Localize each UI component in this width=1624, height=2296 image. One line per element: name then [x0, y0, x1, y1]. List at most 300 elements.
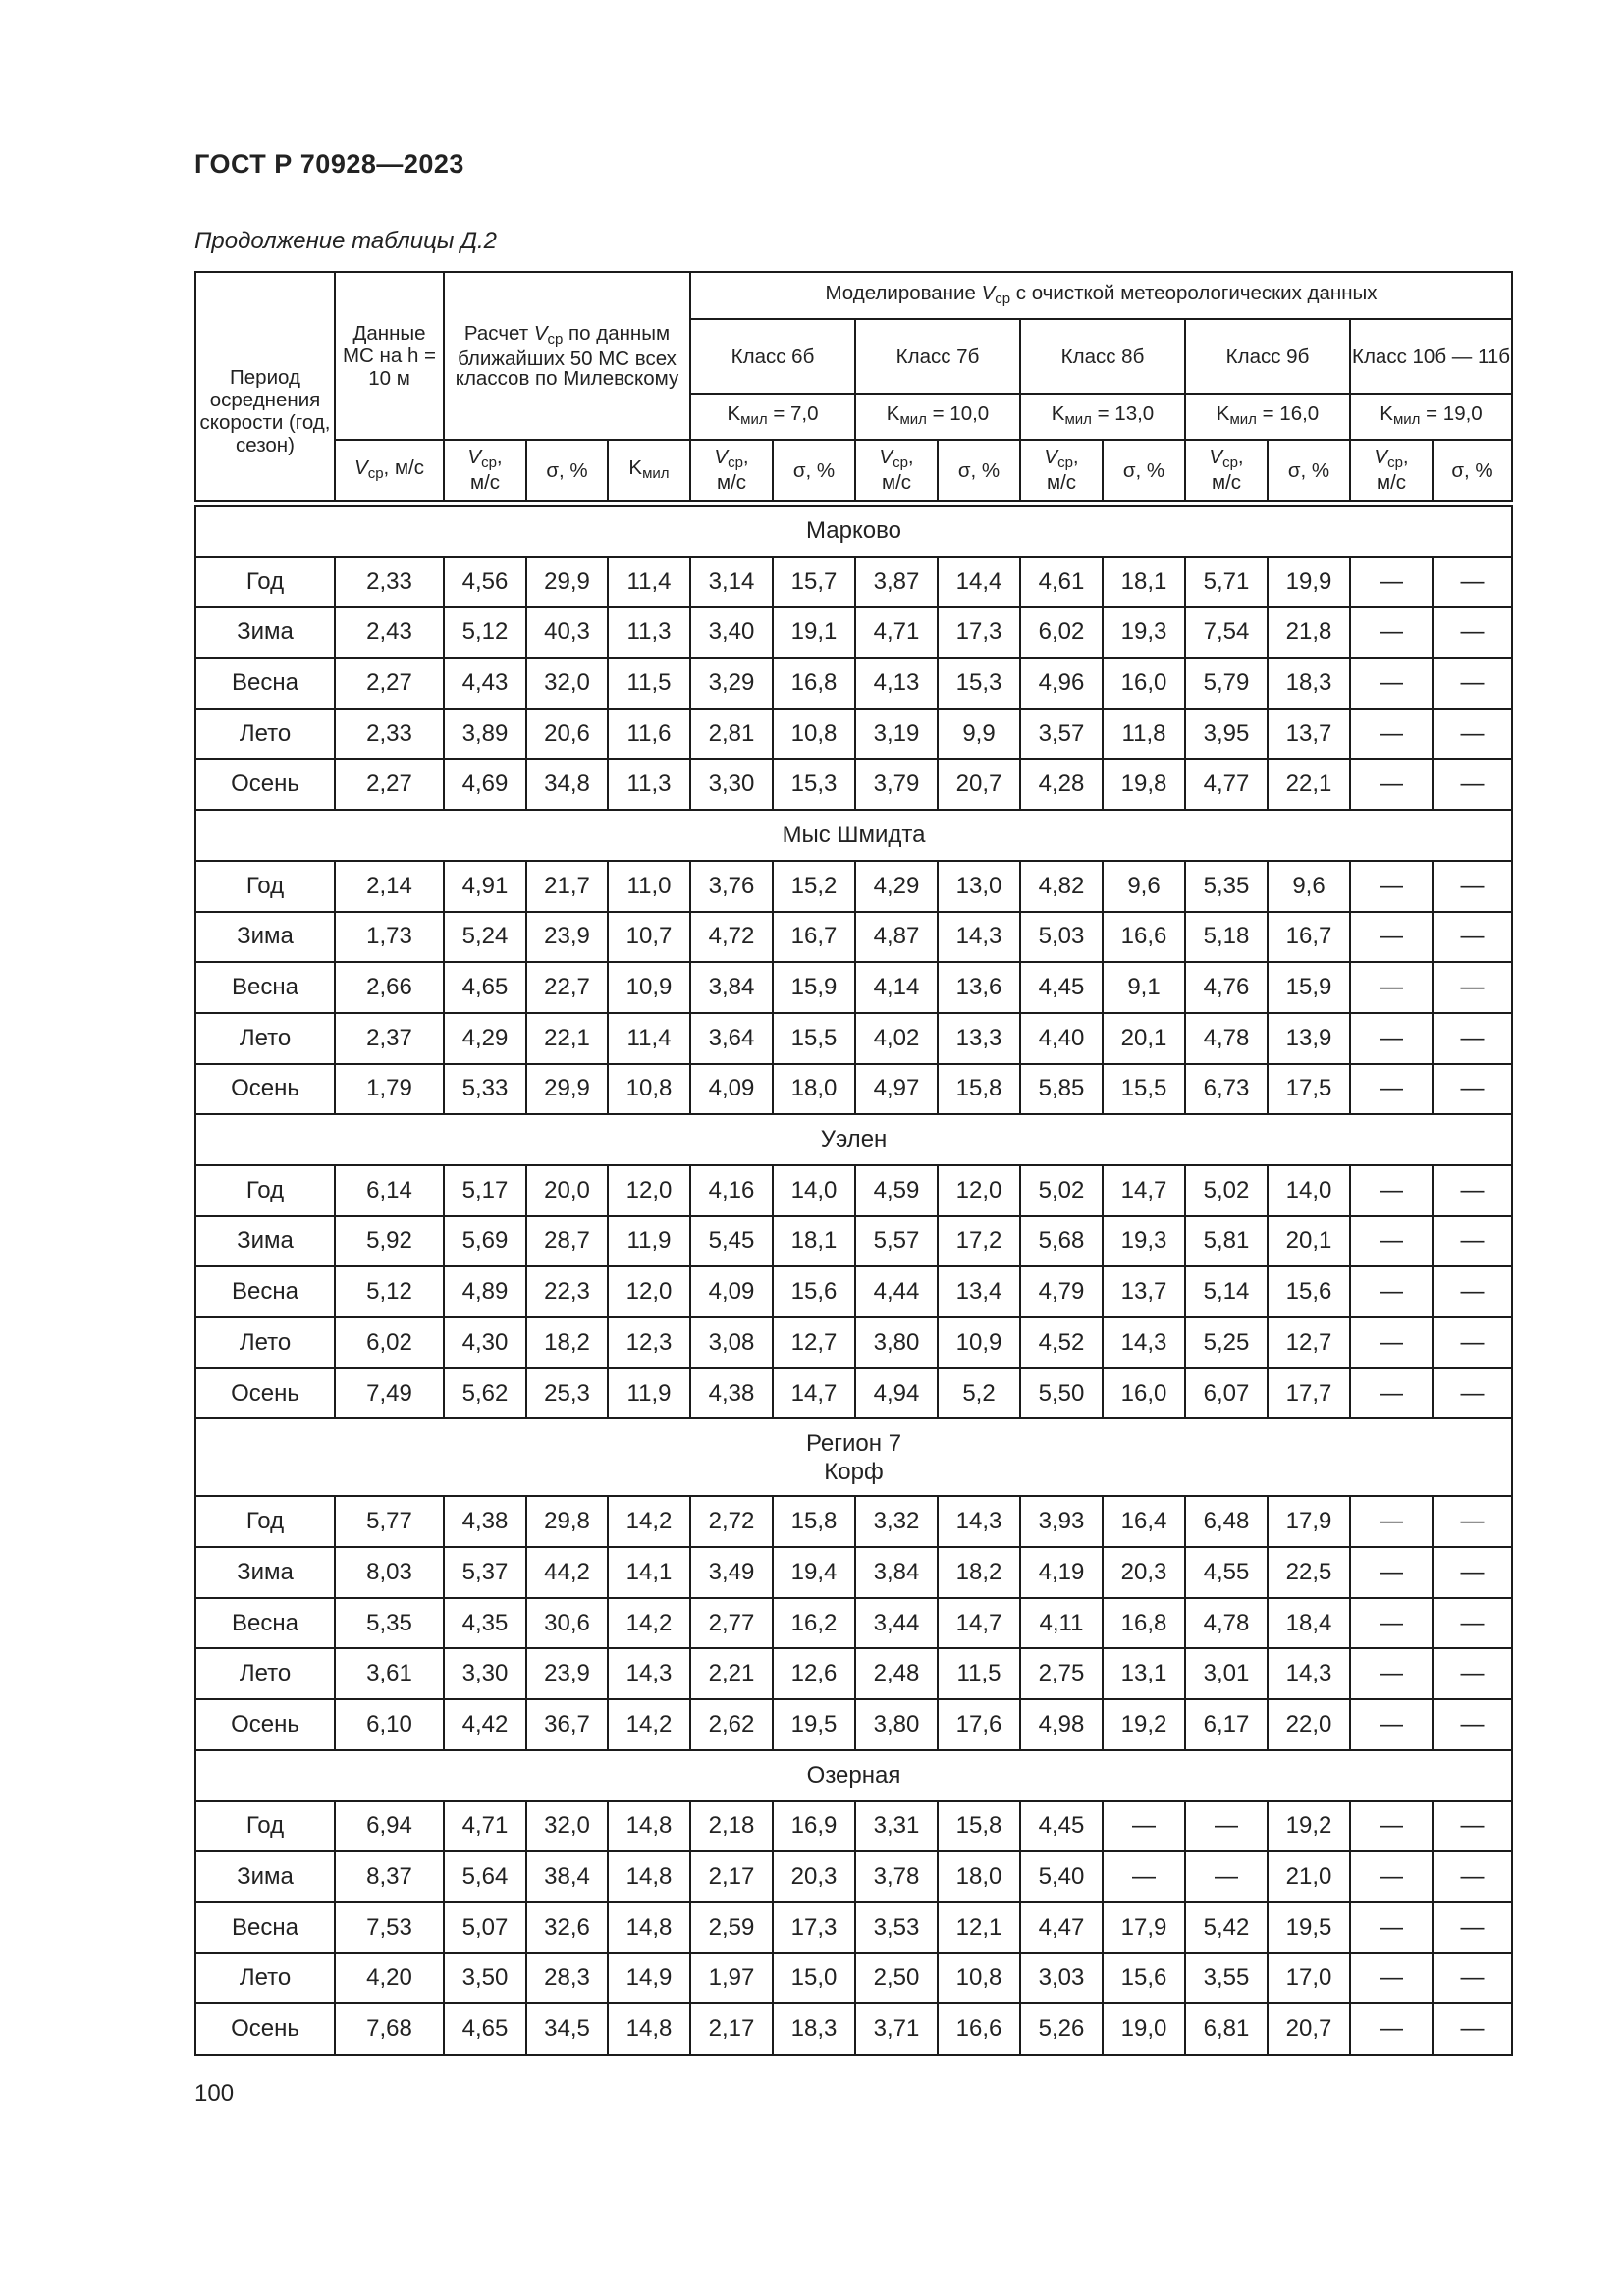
value-cell: 21,7: [526, 861, 608, 912]
period-cell: Осень: [195, 1064, 335, 1115]
value-cell: 3,53: [855, 1902, 938, 1953]
table-row: [195, 1953, 1512, 2004]
value-cell: 40,3: [526, 607, 608, 658]
value-cell: —: [1350, 607, 1433, 658]
section-header-row: [195, 1750, 1512, 1801]
value-cell: —: [1350, 1165, 1433, 1216]
value-cell: 15,5: [1103, 1064, 1185, 1115]
value-cell: 16,6: [1103, 912, 1185, 963]
value-cell: 15,6: [1103, 1953, 1185, 2004]
table-row: [195, 1598, 1512, 1649]
value-cell: 34,8: [526, 759, 608, 810]
value-cell: 28,7: [526, 1216, 608, 1267]
value-cell: 4,45: [1020, 1801, 1103, 1852]
value-cell: 19,2: [1103, 1699, 1185, 1750]
value-cell: 4,91: [444, 861, 526, 912]
value-cell: 4,13: [855, 658, 938, 709]
value-cell: 5,33: [444, 1064, 526, 1115]
period-cell: Зима: [195, 912, 335, 963]
value-cell: 14,3: [608, 1648, 690, 1699]
wind-speed-table: [194, 271, 1513, 2056]
value-cell: 14,2: [608, 1598, 690, 1649]
unit-ms: м/с: [1046, 471, 1077, 494]
value-cell: 18,0: [938, 1851, 1020, 1902]
v-sub: ср: [1387, 454, 1403, 471]
value-cell: 1,97: [690, 1953, 773, 2004]
value-cell: 21,8: [1268, 607, 1350, 658]
period-cell: Зима: [195, 1216, 335, 1267]
period-cell: Лето: [195, 1953, 335, 2004]
value-cell: —: [1433, 1266, 1512, 1317]
header-class-9b: Класс 9б: [1185, 319, 1350, 394]
period-cell: Год: [195, 557, 335, 608]
period-cell: Лето: [195, 1317, 335, 1368]
value-cell: —: [1433, 1851, 1512, 1902]
value-cell: 3,19: [855, 709, 938, 760]
v-letter: V: [1374, 446, 1388, 468]
value-cell: 19,3: [1103, 607, 1185, 658]
station-title-line: Регион 7: [805, 1429, 902, 1457]
value-cell: 32,0: [526, 1801, 608, 1852]
value-cell: —: [1350, 1216, 1433, 1267]
value-cell: 11,5: [608, 658, 690, 709]
value-cell: 17,5: [1268, 1064, 1350, 1115]
value-cell: 11,3: [608, 759, 690, 810]
value-cell: 17,0: [1268, 1953, 1350, 2004]
value-cell: 5,07: [444, 1902, 526, 1953]
value-cell: 4,59: [855, 1165, 938, 1216]
value-cell: 11,5: [938, 1648, 1020, 1699]
value-cell: 13,6: [938, 962, 1020, 1013]
value-cell: 4,09: [690, 1064, 773, 1115]
v-letter: V: [354, 455, 368, 479]
value-cell: 2,62: [690, 1699, 773, 1750]
table-row: [195, 1851, 1512, 1902]
unit-v-9b: [1185, 440, 1268, 501]
value-cell: 15,8: [938, 1064, 1020, 1115]
value-cell: 6,07: [1185, 1368, 1268, 1419]
table-row: [195, 709, 1512, 760]
value-cell: 29,8: [526, 1496, 608, 1547]
value-cell: 2,27: [335, 658, 444, 709]
period-cell: Зима: [195, 1547, 335, 1598]
value-cell: 5,12: [444, 607, 526, 658]
value-cell: 10,9: [938, 1317, 1020, 1368]
value-cell: 13,7: [1103, 1266, 1185, 1317]
value-cell: 32,6: [526, 1902, 608, 1953]
value-cell: 17,9: [1103, 1902, 1185, 1953]
table-header: [195, 272, 1512, 501]
unit-comma: ,: [742, 446, 749, 468]
table-row: [195, 1317, 1512, 1368]
value-cell: 2,72: [690, 1496, 773, 1547]
value-cell: 11,4: [608, 1013, 690, 1064]
unit-ms: м/с: [881, 471, 912, 494]
table-row: [195, 1266, 1512, 1317]
value-cell: 3,49: [690, 1547, 773, 1598]
value-cell: 5,25: [1185, 1317, 1268, 1368]
value-cell: 4,89: [444, 1266, 526, 1317]
value-cell: 4,38: [690, 1368, 773, 1419]
value-cell: —: [1350, 2003, 1433, 2055]
v-letter: V: [1044, 446, 1058, 468]
table-row: [195, 1496, 1512, 1547]
v-letter: V: [467, 446, 482, 468]
period-cell: Зима: [195, 1851, 335, 1902]
table-row: [195, 759, 1512, 810]
period-cell: Лето: [195, 1013, 335, 1064]
table-row: [195, 861, 1512, 912]
header-class-6b: Класс 6б: [690, 319, 855, 394]
value-cell: 4,71: [855, 607, 938, 658]
header-k-7b: [855, 394, 1020, 440]
value-cell: 7,53: [335, 1902, 444, 1953]
value-cell: 5,85: [1020, 1064, 1103, 1115]
value-cell: 13,9: [1268, 1013, 1350, 1064]
value-cell: 14,4: [938, 557, 1020, 608]
value-cell: 19,4: [773, 1547, 855, 1598]
value-cell: —: [1433, 1953, 1512, 2004]
header-class-8b: Класс 8б: [1020, 319, 1185, 394]
value-cell: 15,3: [773, 759, 855, 810]
value-cell: 4,61: [1020, 557, 1103, 608]
value-cell: 5,68: [1020, 1216, 1103, 1267]
value-cell: 4,65: [444, 2003, 526, 2055]
value-cell: 4,44: [855, 1266, 938, 1317]
station-title: [195, 1418, 1512, 1496]
value-cell: 5,62: [444, 1368, 526, 1419]
value-cell: 14,3: [1103, 1317, 1185, 1368]
value-cell: 4,29: [855, 861, 938, 912]
unit-comma: ,: [1237, 446, 1244, 468]
value-cell: 15,9: [1268, 962, 1350, 1013]
value-cell: —: [1350, 1496, 1433, 1547]
value-cell: 5,14: [1185, 1266, 1268, 1317]
k-letter: K: [886, 402, 900, 425]
value-cell: 20,3: [1103, 1547, 1185, 1598]
table-row: [195, 557, 1512, 608]
value-cell: —: [1433, 1648, 1512, 1699]
period-cell: Год: [195, 1165, 335, 1216]
value-cell: 4,78: [1185, 1598, 1268, 1649]
station-title-line: Озерная: [806, 1761, 901, 1789]
header-k-9b: [1185, 394, 1350, 440]
unit-ms: м/с: [716, 471, 747, 494]
value-cell: 3,84: [690, 962, 773, 1013]
value-cell: —: [1350, 1902, 1433, 1953]
value-cell: 3,44: [855, 1598, 938, 1649]
value-cell: 3,55: [1185, 1953, 1268, 2004]
header-class-7b: Класс 7б: [855, 319, 1020, 394]
value-cell: 20,3: [773, 1851, 855, 1902]
value-cell: 14,8: [608, 1902, 690, 1953]
value-cell: 5,02: [1185, 1165, 1268, 1216]
value-cell: 14,7: [938, 1598, 1020, 1649]
period-cell: Год: [195, 1801, 335, 1852]
value-cell: 3,76: [690, 861, 773, 912]
unit-v-7b: [855, 440, 938, 501]
value-cell: 16,8: [1103, 1598, 1185, 1649]
value-cell: 6,02: [335, 1317, 444, 1368]
k-letter: K: [727, 402, 741, 425]
value-cell: 13,0: [938, 861, 1020, 912]
value-cell: 6,02: [1020, 607, 1103, 658]
value-cell: 17,7: [1268, 1368, 1350, 1419]
value-cell: 15,7: [773, 557, 855, 608]
value-cell: —: [1433, 912, 1512, 963]
value-cell: 14,8: [608, 1801, 690, 1852]
value-cell: 22,7: [526, 962, 608, 1013]
value-cell: 9,6: [1268, 861, 1350, 912]
value-cell: 2,81: [690, 709, 773, 760]
period-cell: Осень: [195, 1368, 335, 1419]
station-title: [195, 1750, 1512, 1801]
value-cell: 14,8: [608, 2003, 690, 2055]
value-cell: —: [1433, 759, 1512, 810]
value-cell: 18,1: [773, 1216, 855, 1267]
value-cell: 3,30: [690, 759, 773, 810]
value-cell: 22,1: [1268, 759, 1350, 810]
value-cell: 19,5: [773, 1699, 855, 1750]
value-cell: 2,14: [335, 861, 444, 912]
value-cell: —: [1433, 1165, 1512, 1216]
v-sub: ср: [367, 464, 384, 482]
table-row: [195, 1801, 1512, 1852]
value-cell: —: [1433, 2003, 1512, 2055]
value-cell: 23,9: [526, 1648, 608, 1699]
value-cell: 4,11: [1020, 1598, 1103, 1649]
header-model-post: с очисткой метеорологических данных: [1010, 281, 1378, 304]
value-cell: 4,38: [444, 1496, 526, 1547]
value-cell: 4,71: [444, 1801, 526, 1852]
period-cell: Лето: [195, 1648, 335, 1699]
value-cell: 15,2: [773, 861, 855, 912]
value-cell: 3,08: [690, 1317, 773, 1368]
kmil-sub: мил: [642, 464, 670, 482]
value-cell: 3,29: [690, 658, 773, 709]
value-cell: —: [1350, 709, 1433, 760]
section-header-row: [195, 506, 1512, 557]
value-cell: —: [1433, 1368, 1512, 1419]
value-cell: 3,61: [335, 1648, 444, 1699]
value-cell: 11,3: [608, 607, 690, 658]
table-caption: Продолжение таблицы Д.2: [194, 228, 498, 254]
value-cell: 3,71: [855, 2003, 938, 2055]
value-cell: —: [1103, 1851, 1185, 1902]
value-cell: 5,69: [444, 1216, 526, 1267]
value-cell: 14,2: [608, 1699, 690, 1750]
value-cell: 5,77: [335, 1496, 444, 1547]
table-row: [195, 1368, 1512, 1419]
header-units-row: [195, 440, 1512, 501]
value-cell: 2,75: [1020, 1648, 1103, 1699]
value-cell: 38,4: [526, 1851, 608, 1902]
value-cell: 5,37: [444, 1547, 526, 1598]
value-cell: 6,48: [1185, 1496, 1268, 1547]
station-title-line: Уэлен: [820, 1126, 888, 1153]
value-cell: 19,8: [1103, 759, 1185, 810]
station-title: [195, 810, 1512, 861]
value-cell: 4,19: [1020, 1547, 1103, 1598]
unit-comma: ,: [907, 446, 914, 468]
value-cell: 14,3: [938, 912, 1020, 963]
k-value: = 10,0: [926, 402, 990, 425]
value-cell: 20,0: [526, 1165, 608, 1216]
value-cell: 9,6: [1103, 861, 1185, 912]
value-cell: 6,73: [1185, 1064, 1268, 1115]
value-cell: 20,6: [526, 709, 608, 760]
value-cell: 12,0: [608, 1266, 690, 1317]
period-cell: Весна: [195, 658, 335, 709]
value-cell: 17,9: [1268, 1496, 1350, 1547]
value-cell: 15,5: [773, 1013, 855, 1064]
unit-v-ms: [335, 440, 444, 501]
value-cell: 6,10: [335, 1699, 444, 1750]
value-cell: 18,1: [1103, 557, 1185, 608]
header-k-10b: [1350, 394, 1512, 440]
value-cell: 5,26: [1020, 2003, 1103, 2055]
k-value: = 7,0: [767, 402, 819, 425]
value-cell: 16,7: [1268, 912, 1350, 963]
unit-sigma: σ, %: [526, 440, 608, 501]
value-cell: 4,78: [1185, 1013, 1268, 1064]
value-cell: —: [1433, 1801, 1512, 1852]
value-cell: —: [1350, 658, 1433, 709]
value-cell: 12,6: [773, 1648, 855, 1699]
value-cell: 19,1: [773, 607, 855, 658]
header-period-text: Период осреднения скорости (год, сезон): [199, 365, 331, 456]
value-cell: 14,3: [938, 1496, 1020, 1547]
value-cell: 1,79: [335, 1064, 444, 1115]
value-cell: 14,8: [608, 1851, 690, 1902]
value-cell: 2,43: [335, 607, 444, 658]
value-cell: 11,8: [1103, 709, 1185, 760]
value-cell: 9,9: [938, 709, 1020, 760]
value-cell: 44,2: [526, 1547, 608, 1598]
v-sub: ср: [1057, 454, 1073, 471]
value-cell: 5,40: [1020, 1851, 1103, 1902]
value-cell: 16,8: [773, 658, 855, 709]
table-row: [195, 962, 1512, 1013]
value-cell: 2,66: [335, 962, 444, 1013]
value-cell: 7,68: [335, 2003, 444, 2055]
value-cell: 22,5: [1268, 1547, 1350, 1598]
value-cell: 20,7: [938, 759, 1020, 810]
value-cell: —: [1433, 709, 1512, 760]
unit-v-6b: [690, 440, 773, 501]
value-cell: —: [1350, 1368, 1433, 1419]
value-cell: 14,0: [773, 1165, 855, 1216]
page-number: 100: [194, 2080, 235, 2107]
value-cell: 12,1: [938, 1902, 1020, 1953]
value-cell: —: [1350, 1013, 1433, 1064]
k-value: = 19,0: [1420, 402, 1483, 425]
header-calc: [444, 272, 690, 440]
value-cell: —: [1350, 1317, 1433, 1368]
value-cell: 4,77: [1185, 759, 1268, 810]
value-cell: 2,33: [335, 557, 444, 608]
value-cell: 2,27: [335, 759, 444, 810]
value-cell: 5,64: [444, 1851, 526, 1902]
value-cell: 4,45: [1020, 962, 1103, 1013]
value-cell: 12,0: [938, 1165, 1020, 1216]
unit-v-8b: [1020, 440, 1103, 501]
unit-ms: м/с: [1211, 471, 1242, 494]
value-cell: 5,79: [1185, 658, 1268, 709]
value-cell: 4,98: [1020, 1699, 1103, 1750]
unit-sigma-9b: σ, %: [1268, 440, 1350, 501]
value-cell: —: [1350, 1851, 1433, 1902]
unit-kmil: [608, 440, 690, 501]
value-cell: —: [1103, 1801, 1185, 1852]
unit-v-10b: [1350, 440, 1433, 501]
value-cell: 8,37: [335, 1851, 444, 1902]
value-cell: —: [1350, 557, 1433, 608]
k-value: = 16,0: [1256, 402, 1320, 425]
value-cell: 7,49: [335, 1368, 444, 1419]
value-cell: 22,0: [1268, 1699, 1350, 1750]
value-cell: —: [1433, 1317, 1512, 1368]
value-cell: 19,5: [1268, 1902, 1350, 1953]
unit-sigma-6b: σ, %: [773, 440, 855, 501]
unit-comma: ,: [1402, 446, 1409, 468]
table-body: [195, 501, 1512, 2055]
value-cell: 14,7: [773, 1368, 855, 1419]
period-cell: Год: [195, 1496, 335, 1547]
value-cell: 5,71: [1185, 557, 1268, 608]
header-ms-data-text: Данные МС на h = 10 м: [342, 322, 437, 390]
header-k-8b: [1020, 394, 1185, 440]
value-cell: 4,16: [690, 1165, 773, 1216]
value-cell: 16,2: [773, 1598, 855, 1649]
value-cell: 14,3: [1268, 1648, 1350, 1699]
value-cell: 4,55: [1185, 1547, 1268, 1598]
value-cell: —: [1433, 658, 1512, 709]
v-sub: ср: [728, 454, 743, 471]
value-cell: 16,0: [1103, 1368, 1185, 1419]
value-cell: —: [1350, 1699, 1433, 1750]
value-cell: 4,42: [444, 1699, 526, 1750]
header-calc-post: по данным ближайших 50 МС всех классов по Милевскому: [455, 321, 679, 390]
unit-comma: ,: [1072, 446, 1079, 468]
unit-sigma-7b: σ, %: [938, 440, 1020, 501]
value-cell: 4,76: [1185, 962, 1268, 1013]
header-class-10b-11b: Класс 10б — 11б: [1350, 319, 1512, 394]
value-cell: 10,8: [938, 1953, 1020, 2004]
value-cell: 4,02: [855, 1013, 938, 1064]
value-cell: 11,6: [608, 709, 690, 760]
value-cell: 7,54: [1185, 607, 1268, 658]
value-cell: 4,35: [444, 1598, 526, 1649]
period-cell: Осень: [195, 1699, 335, 1750]
value-cell: 18,2: [526, 1317, 608, 1368]
value-cell: 2,59: [690, 1902, 773, 1953]
section-header-row: [195, 1114, 1512, 1165]
value-cell: 3,78: [855, 1851, 938, 1902]
value-cell: 3,14: [690, 557, 773, 608]
value-cell: 2,18: [690, 1801, 773, 1852]
value-cell: 6,81: [1185, 2003, 1268, 2055]
period-cell: Весна: [195, 1266, 335, 1317]
value-cell: 4,30: [444, 1317, 526, 1368]
value-cell: —: [1433, 1013, 1512, 1064]
header-model-v: V: [981, 281, 996, 304]
value-cell: 14,7: [1103, 1165, 1185, 1216]
value-cell: 14,1: [608, 1547, 690, 1598]
table-row: [195, 2003, 1512, 2055]
value-cell: —: [1185, 1801, 1268, 1852]
value-cell: —: [1433, 1598, 1512, 1649]
